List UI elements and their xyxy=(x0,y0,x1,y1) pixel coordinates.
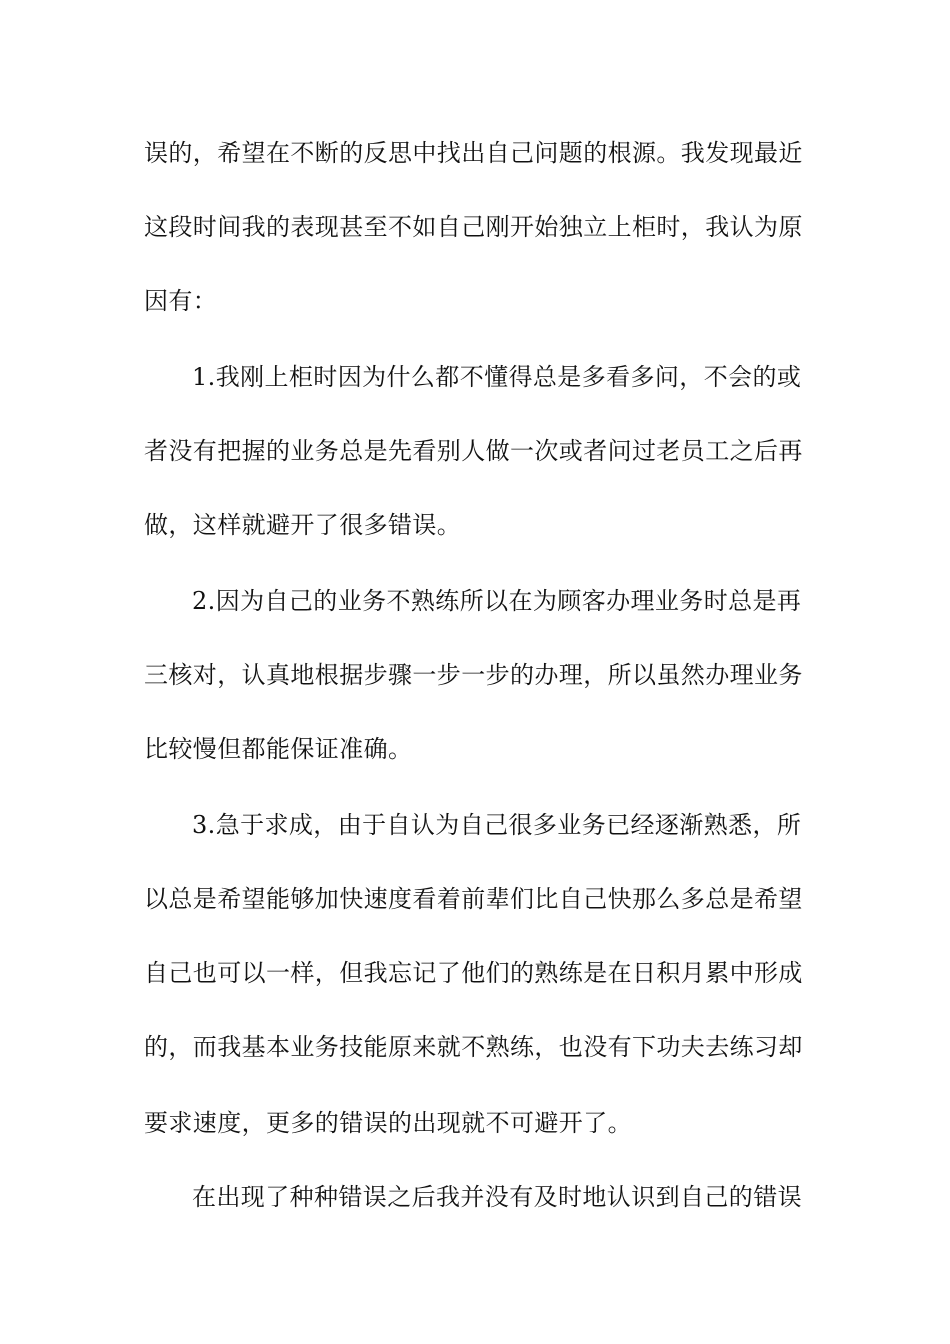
text-line-4: 1.我刚上柜时因为什么都不懂得总是多看多问，不会的或 xyxy=(192,363,802,391)
text-line-14: 要求速度，更多的错误的出现就不可避开了。 xyxy=(144,1109,632,1137)
text-line-15: 在出现了种种错误之后我并没有及时地认识到自己的错误 xyxy=(192,1183,802,1211)
text-line-8: 三核对，认真地根据步骤一步一步的办理，所以虽然办理业务 xyxy=(144,661,803,689)
text-line-1: 误的，希望在不断的反思中找出自己问题的根源。我发现最近 xyxy=(144,139,803,167)
text-line-5: 者没有把握的业务总是先看别人做一次或者问过老员工之后再 xyxy=(144,437,803,465)
text-line-12: 自己也可以一样，但我忘记了他们的熟练是在日积月累中形成 xyxy=(144,959,803,987)
text-line-3: 因有： xyxy=(144,287,218,315)
text-line-11: 以总是希望能够加快速度看着前辈们比自己快那么多总是希望 xyxy=(144,885,803,913)
text-line-7: 2.因为自己的业务不熟练所以在为顾客办理业务时总是再 xyxy=(192,587,802,615)
text-line-6: 做，这样就避开了很多错误。 xyxy=(144,511,462,539)
text-line-13: 的，而我基本业务技能原来就不熟练，也没有下功夫去练习却 xyxy=(144,1033,803,1061)
text-line-2: 这段时间我的表现甚至不如自己刚开始独立上柜时，我认为原 xyxy=(144,213,803,241)
text-line-9: 比较慢但都能保证准确。 xyxy=(144,735,413,763)
text-line-10: 3.急于求成，由于自认为自己很多业务已经逐渐熟悉，所 xyxy=(192,811,802,839)
